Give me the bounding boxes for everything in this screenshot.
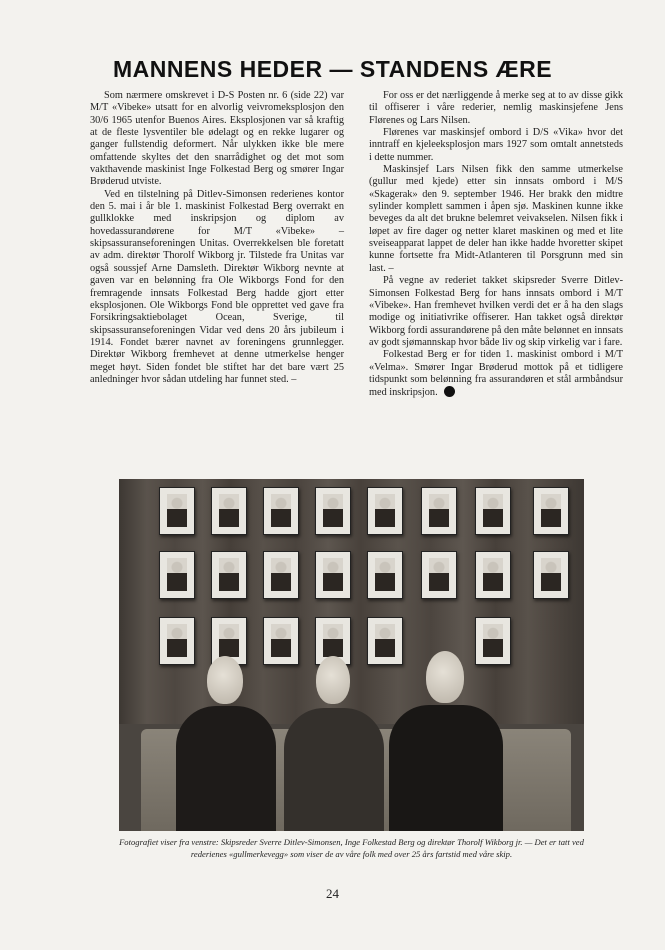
portrait-frame [475,551,511,599]
page-number: 24 [326,886,339,901]
paragraph: Ved en tilstelning på Ditlev-Simonsen rederienes kontor den 5. mai i år ble 1. maskinist Folkestad Berg overrakt en gullklokke med inskripsjon og diplom av hovedassurandørene for M/T «Vibeke» – skipsassuranseforeningen Unitas. Overrekkelsen ble foretatt av adm. direktør Thorolf Wikborg jr. Tilstede fra Unitas var også soussjef Arne Damsleth. Direktør Wikborg nevnte at gaven var en belønning fra Ole Wikborgs Fond for den fremragende innsats Folkestad Berg hadde gjort etter eksplosjonen. Ole Wikborgs Fond ble opprettet ved gave fra Forsikringsaktiebolaget Ocean, Sverige, til skipsassuranseforeningen Vidar ved dens 20 års jubileum i 1914. Fondet bærer navnet av foreningens grunnlegger. Direktør Wikborg fremhevet at denne utmerkelse henger meget høyt. Siden fondet ble stiftet har det bare vært 25 anledninger hvor sådan utdeling har funnet sted. – [90,188,344,385]
portrait-frame [315,551,351,599]
portrait-frame [533,551,569,599]
paragraph: På vegne av rederiet takket skipsreder Sverre Ditlev-Simonsen Folkestad Berg for hans innsats ombord i M/T «Vibeke». Han fremhevet hvilken verdi det er å ha den slags modige og initiativrike offiserer. Han takket også direktør Wikborg fordi assurandørene på den måte belønnet en innsats av godt sjømannskap hvor både liv og skip virkelig var i fare. [369,275,623,348]
group-photograph [119,479,584,831]
person-right [381,651,511,831]
portrait-frame [263,551,299,599]
portrait-frame [421,487,457,535]
photo-caption: Fotografiet viser fra venstre: Skipsreder Sverre Ditlev-Simonsen, Inge Folkestad Berg og direktør Thorolf Wikborg jr. — Det er tatt ved rederienes «gullmerkevegg» som viser de av våre folk med over 25 års fartstid med våre skip. [119,837,584,859]
portrait-frame [211,551,247,599]
article-title: MANNENS HEDER — STANDENS ÆRE [112,56,553,82]
paragraph: Som nærmere omskrevet i D-S Posten nr. 6 (side 22) var M/T «Vibeke» utsatt for en alvorlig veivromeksplosjon den 30/6 1965 utenfor Buenos Aires. Eksplosjonen var så kraftig at de fleste lysventiler ble ødelagt og en rekke lugarer og ganger fullstendig deformert. Når ulykken ikke ble mere omfattende skyltes det den snarrådighet og det mot som vakthavende maskinist Inge Folkestad Berg og smører Ingar Brøderud utviste. [90,90,344,188]
portrait-frame [367,487,403,535]
paragraph: For oss er det nærliggende å merke seg at to av disse gikk til offiserer i våre rederier, nemlig maskinsjefene Jens Flørenes og Lars Nilsen. [369,90,623,126]
portrait-frame [475,487,511,535]
portrait-frame [315,487,351,535]
left-column [90,90,344,386]
end-of-article-dot-icon [444,386,455,397]
portrait-frame [367,551,403,599]
portrait-frame [421,551,457,599]
paragraph-text: Folkestad Berg er for tiden 1. maskinist ombord i M/T «Velma». Smører Ingar Brøderud mottok på et tidligere tidspunkt som belønning fra assurandøren et stål armbåndsur med inskripsjon. [369,349,623,399]
paragraph: Flørenes var maskinsjef ombord i D/S «Vika» hvor det inntraff en kjeleeksplosjon mars 1927 som omtalt annetsteds i dette nummer. [369,127,623,163]
portrait-frame [159,551,195,599]
person-left [171,656,281,831]
portrait-frame [159,487,195,535]
paragraph-last [369,349,623,399]
person-middle [279,656,389,831]
paragraph: Maskinsjef Lars Nilsen fikk den samme utmerkelse (gullur med kjede) etter sin innsats ombord i M/S «Skagerak» den 9. september 1946. Her brakk den midtre sylinder komplett sammen i åpen sjø. Maskinen kunne ikke beveges da alt det brukne belemret veivakselen. Nilsen fikk i løpet av fire dager og netter klaret maskinen og med et lite sveiseapparat lappet de deler han ikke hadde hvoretter skipet kunne fortsette fra Midt-Atlanteren til Porsgrunn med sin last. – [369,164,623,274]
portrait-frame [263,487,299,535]
right-column [369,90,623,400]
portrait-frame [533,487,569,535]
portrait-frame [211,487,247,535]
